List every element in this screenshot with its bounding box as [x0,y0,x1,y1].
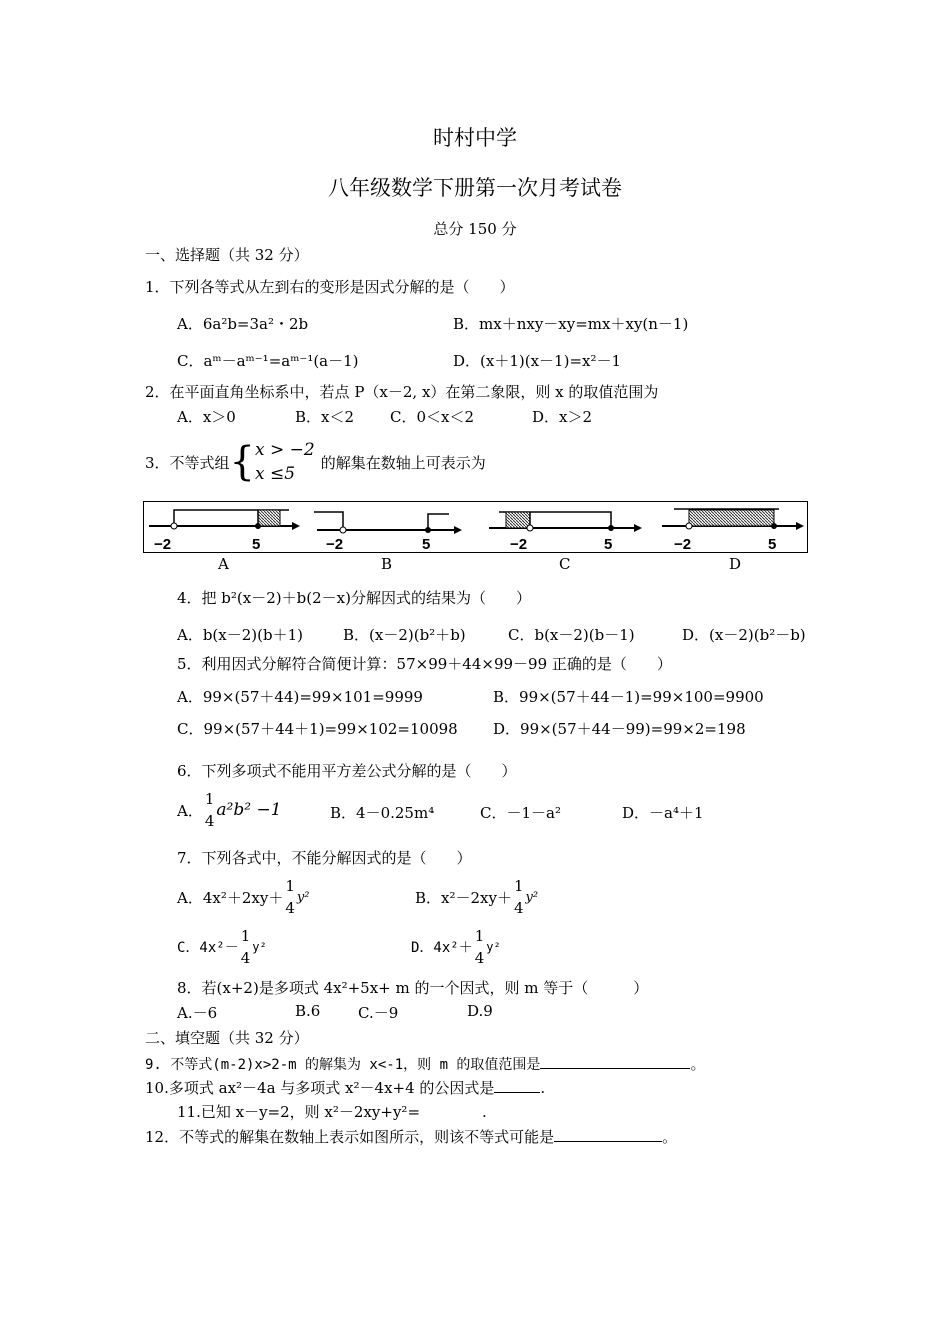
q4-option-a: A．b(x－2)(b＋1) [177,626,303,644]
exam-title: 八年级数学下册第一次月考试卷 [328,176,622,200]
q10-text: 10.多项式 ax²－4a 与多项式 x²－4x+4 的公因式是 [145,1079,495,1097]
q2-option-d: D．x＞2 [532,408,593,426]
q7-c-rest: y² [252,940,267,954]
q10-end: . [540,1079,546,1097]
inequality-line-1: x > −2 [255,440,315,460]
q12-end: 。 [662,1128,678,1146]
q2-option-c: C．0＜x＜2 [390,408,475,426]
q1-option-d: D．(x＋1)(x－1)=x²－1 [453,352,622,370]
inequality-line-2: x ≤5 [255,464,296,484]
q3-label-d: D [729,555,742,573]
q7-option-a [177,874,309,920]
q3-label-a: A [218,555,229,573]
q12 [145,1126,677,1147]
fraction-denominator: 4 [285,899,295,917]
q6-option-d: D．－a⁴＋1 [622,804,704,822]
q7-option-c [177,924,267,970]
q5-stem: 5．利用因式分解符合简便计算：57×99＋44×99－99 正确的是（ ） [177,655,672,673]
number-line-b [314,512,462,552]
fraction-numerator: 1 [513,877,524,895]
q7-b-rest: y² [525,889,539,905]
q10 [145,1077,545,1098]
q3-prefix: 3．不等式组 [145,453,230,472]
q6-a-rest: a²b² −1 [216,800,282,820]
tick-a-neg2: −2 [154,536,172,552]
q9-end: 。 [690,1055,706,1073]
fraction-one-quarter [205,788,215,832]
q7-stem: 7．下列各式中，不能分解因式的是（ ） [177,849,472,867]
q4-option-c: C．b(x－2)(b－1) [508,626,635,644]
q6-stem: 6．下列多项式不能用平方差公式分解的是（ ） [177,762,517,780]
q7-b-prefix: B．x²－2xy＋ [415,888,512,907]
q2-option-b: B．x＜2 [295,408,355,426]
tick-d-5: 5 [768,536,777,552]
q11-end: . [482,1103,487,1121]
q12-text: 12．不等式的解集在数轴上表示如图所示，则该不等式可能是 [145,1128,555,1146]
q5-option-a: A．99×(57＋44)=99×101=9999 [177,688,423,706]
q1-option-b: B．mx＋nxy－xy=mx＋xy(n－1) [453,315,689,333]
q3-label-b: B [381,555,393,573]
q6-option-b: B．4－0.25m⁴ [330,804,435,822]
fraction-denominator: 4 [474,949,485,967]
q9 [145,1053,705,1074]
fraction-numerator: 1 [204,790,215,808]
tick-b-neg2: −2 [326,536,344,552]
number-line-a [149,510,300,552]
q2-option-a: A．x＞0 [177,408,236,426]
fraction-one-quarter [514,875,524,919]
total-score: 总分 150 分 [433,220,517,238]
section2-heading: 二、填空题（共 32 分） [145,1029,309,1047]
q7-a-prefix: A．4x²＋2xy＋ [177,888,284,907]
number-line-figure [143,501,808,553]
tick-d-neg2: −2 [674,536,692,552]
fraction-denominator: 4 [240,949,251,967]
q7-option-b [415,874,538,920]
fraction-one-quarter [285,875,295,919]
q8-option-a: A.－6 [177,1004,218,1022]
q8-option-c: C.－9 [358,1004,399,1022]
tick-c-neg2: −2 [510,536,528,552]
number-line-svg [144,502,807,552]
q1-option-a: A．6a²b=3a²・2b [177,315,309,333]
q3-label-c: C [559,555,571,573]
tick-a-5: 5 [252,536,261,552]
fraction-denominator: 4 [204,812,215,830]
q8-stem: 8．若(x+2)是多项式 4x²+5x+ m 的一个因式，则 m 等于（ ） [177,979,649,997]
q8-option-b: B.6 [295,1002,321,1020]
q4-option-b: B．(x－2)(b²＋b) [343,626,466,644]
q4-stem: 4．把 b²(x－2)＋b(2－x)分解因式的结果为（ ） [177,589,531,607]
q9-answer-blank[interactable] [540,1054,690,1069]
q3-suffix: 的解集在数轴上可表示为 [320,453,486,472]
q7-a-rest: y² [296,889,310,905]
q5-option-d: D．99×(57＋44－99)=99×2=198 [493,720,746,738]
q7-option-d [411,924,501,970]
inequality-system [255,438,315,486]
q7-d-prefix: D．4x²＋ [411,940,473,956]
school-name: 时村中学 [433,126,517,150]
q6-a-prefix: A． [177,801,203,820]
q3-stem [145,436,486,488]
fraction-denominator: 4 [513,899,524,917]
tick-b-5: 5 [422,536,431,552]
q1-stem: 1．下列各等式从左到右的变形是因式分解的是（ ） [145,278,515,296]
number-line-c [489,512,642,552]
q4-option-d: D．(x－2)(b²－b) [682,626,806,644]
q5-option-b: B．99×(57＋44－1)=99×100=9900 [493,688,764,706]
fraction-numerator: 1 [285,877,295,895]
q9-text: 9. 不等式(m-2)x>2-m 的解集为 x<-1，则 m 的取值范围是 [145,1057,541,1073]
brace-symbol: { [229,439,255,485]
q10-answer-blank[interactable] [494,1078,540,1093]
q8-option-d: D.9 [467,1002,493,1020]
q7-d-rest: y² [486,940,501,954]
q12-answer-blank[interactable] [554,1127,662,1142]
tick-c-5: 5 [604,536,613,552]
q7-c-prefix: C．4x²－ [177,940,239,956]
q6-option-c: C．－1－a² [480,804,561,822]
q6-option-a [177,787,282,833]
q11 [177,1101,487,1122]
q2-stem: 2．在平面直角坐标系中，若点 P（x－2, x）在第二象限，则 x 的取值范围为 [145,383,659,401]
number-line-d [662,509,804,552]
q1-option-c: C．aᵐ－aᵐ⁻¹=aᵐ⁻¹(a－1) [177,352,359,370]
q11-text: 11.已知 x－y=2，则 x²－2xy+y²= [177,1103,421,1121]
fraction-numerator: 1 [474,927,485,945]
fraction-one-quarter [241,925,251,969]
fraction-numerator: 1 [240,927,251,945]
section1-heading: 一、选择题（共 32 分） [145,246,309,264]
fraction-one-quarter [475,925,485,969]
q5-option-c: C．99×(57＋44＋1)=99×102=10098 [177,720,458,738]
